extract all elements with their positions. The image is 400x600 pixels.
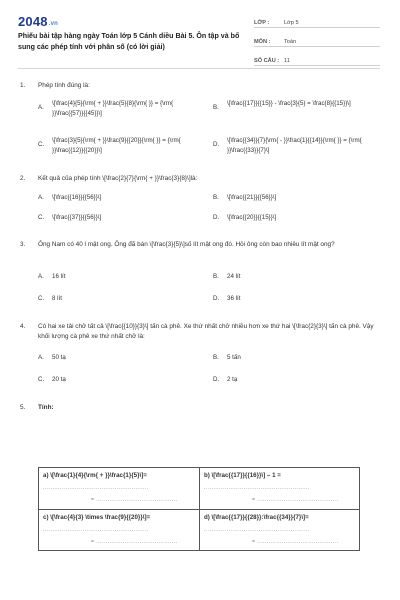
site-logo[interactable]: 2048.vn — [18, 14, 59, 29]
table-cell-b[interactable]: b) \[\frac{{17}}{{16}}\] – 1 = ........................................................ = ........................................... — [199, 468, 359, 510]
header-divider — [18, 68, 380, 69]
meta-block — [254, 14, 380, 71]
meta-row-class: LỚP : Lớp 5 — [254, 14, 380, 28]
worksheet-page: 2048.vn Phiếu bài tập hàng ngày Toán lớp 5 Cánh diều Bài 5. Ôn tập và bổ sung các phép tính với phân số (có lời giải) LỚP : Lớp 5 MÔN : Toán SỐ CÂU : 11 1. Phép tính đúng là: A. \[\frac{4}{5}{\rm{ + }}\frac{5}{8}{\rm{ }} = {\rm{ }}\frac{{57}}{{45}}\] B. \[\frac{{17}}{{15}} - \frac{3}{5} = \frac{8}{{15}}\] C. \[\frac{3}{5}{\rm{ + }}\frac{9}{{20}}{\rm{ }} = {\rm{ }}\frac{{12}}{{20}}\] D. \[\frac{{34}}{7}{\rm{ - }}\frac{1}{{14}}{\rm{ }} = {\rm{ }}\frac{{33}}{7}\] 2. Kết quả của phép tính \[\frac{2}{7}{\rm{ + }}\frac{3}{8}\]là: A. \[\frac{{16}}{{56}}\] B. \[\frac{{21}}{{56}}\] C. \[\frac{{37}}{{56}}\] D. \[\frac{{20}}{{15}}\] 3. Ông Nam có 40 l mật ong. Ông đã bán \[\frac{3}{5}\]số lít mật ong đó. Hỏi ông còn bao nhiêu lít mật ong? A. 16 lít B. 24 lít C. 8 lít D. 36 lít 4. Có hai xe tải chở tất cả \[\frac{{10}}{3}\] tấn cà phê. Xe thứ nhất chở nhiều hơn xe thứ hai \[\frac{2}{3}\] tấn cà phê. Vậy khối lượng cà phê xe thứ nhất chở là: A. 50 tạ B. 5 tấn C. 20 tạ D. 2 tạ 5. Tính: a) \[\frac{1}{4}{\rm{ + }}\frac{1}{5}\]= ........................................................ = ........................................... b) \[\frac{{17}}{{16}}\] – 1 = ........................................................ = ........................................... c) \[\frac{4}{3} \times \frac{9}{{20}}\]= ........................................................ = ........................................... d) \[\frac{{17}}{{28}}:\frac{{34}}{7}\]= ........................................................ = ........................................... — [0, 0, 400, 600]
document-title: Phiếu bài tập hàng ngày Toán lớp 5 Cánh diều Bài 5. Ôn tập và bổ sung các phép tính với phân số (có lời giải) — [18, 32, 240, 51]
meta-row-count: SỐ CÂU : 11 — [254, 52, 380, 66]
meta-row-subject: MÔN : Toán — [254, 33, 380, 47]
calculation-table — [38, 467, 360, 551]
table-cell-c[interactable]: c) \[\frac{4}{3} \times \frac{9}{{20}}\]= ........................................................ = ........................................... — [39, 509, 199, 551]
table-cell-a[interactable]: a) \[\frac{1}{4}{\rm{ + }}\frac{1}{5}\]= ........................................................ = ........................................... — [43, 472, 178, 503]
table-cell-d[interactable]: d) \[\frac{{17}}{{28}}:\frac{{34}}{7}\]= ........................................................ = ........................................... — [199, 509, 359, 551]
